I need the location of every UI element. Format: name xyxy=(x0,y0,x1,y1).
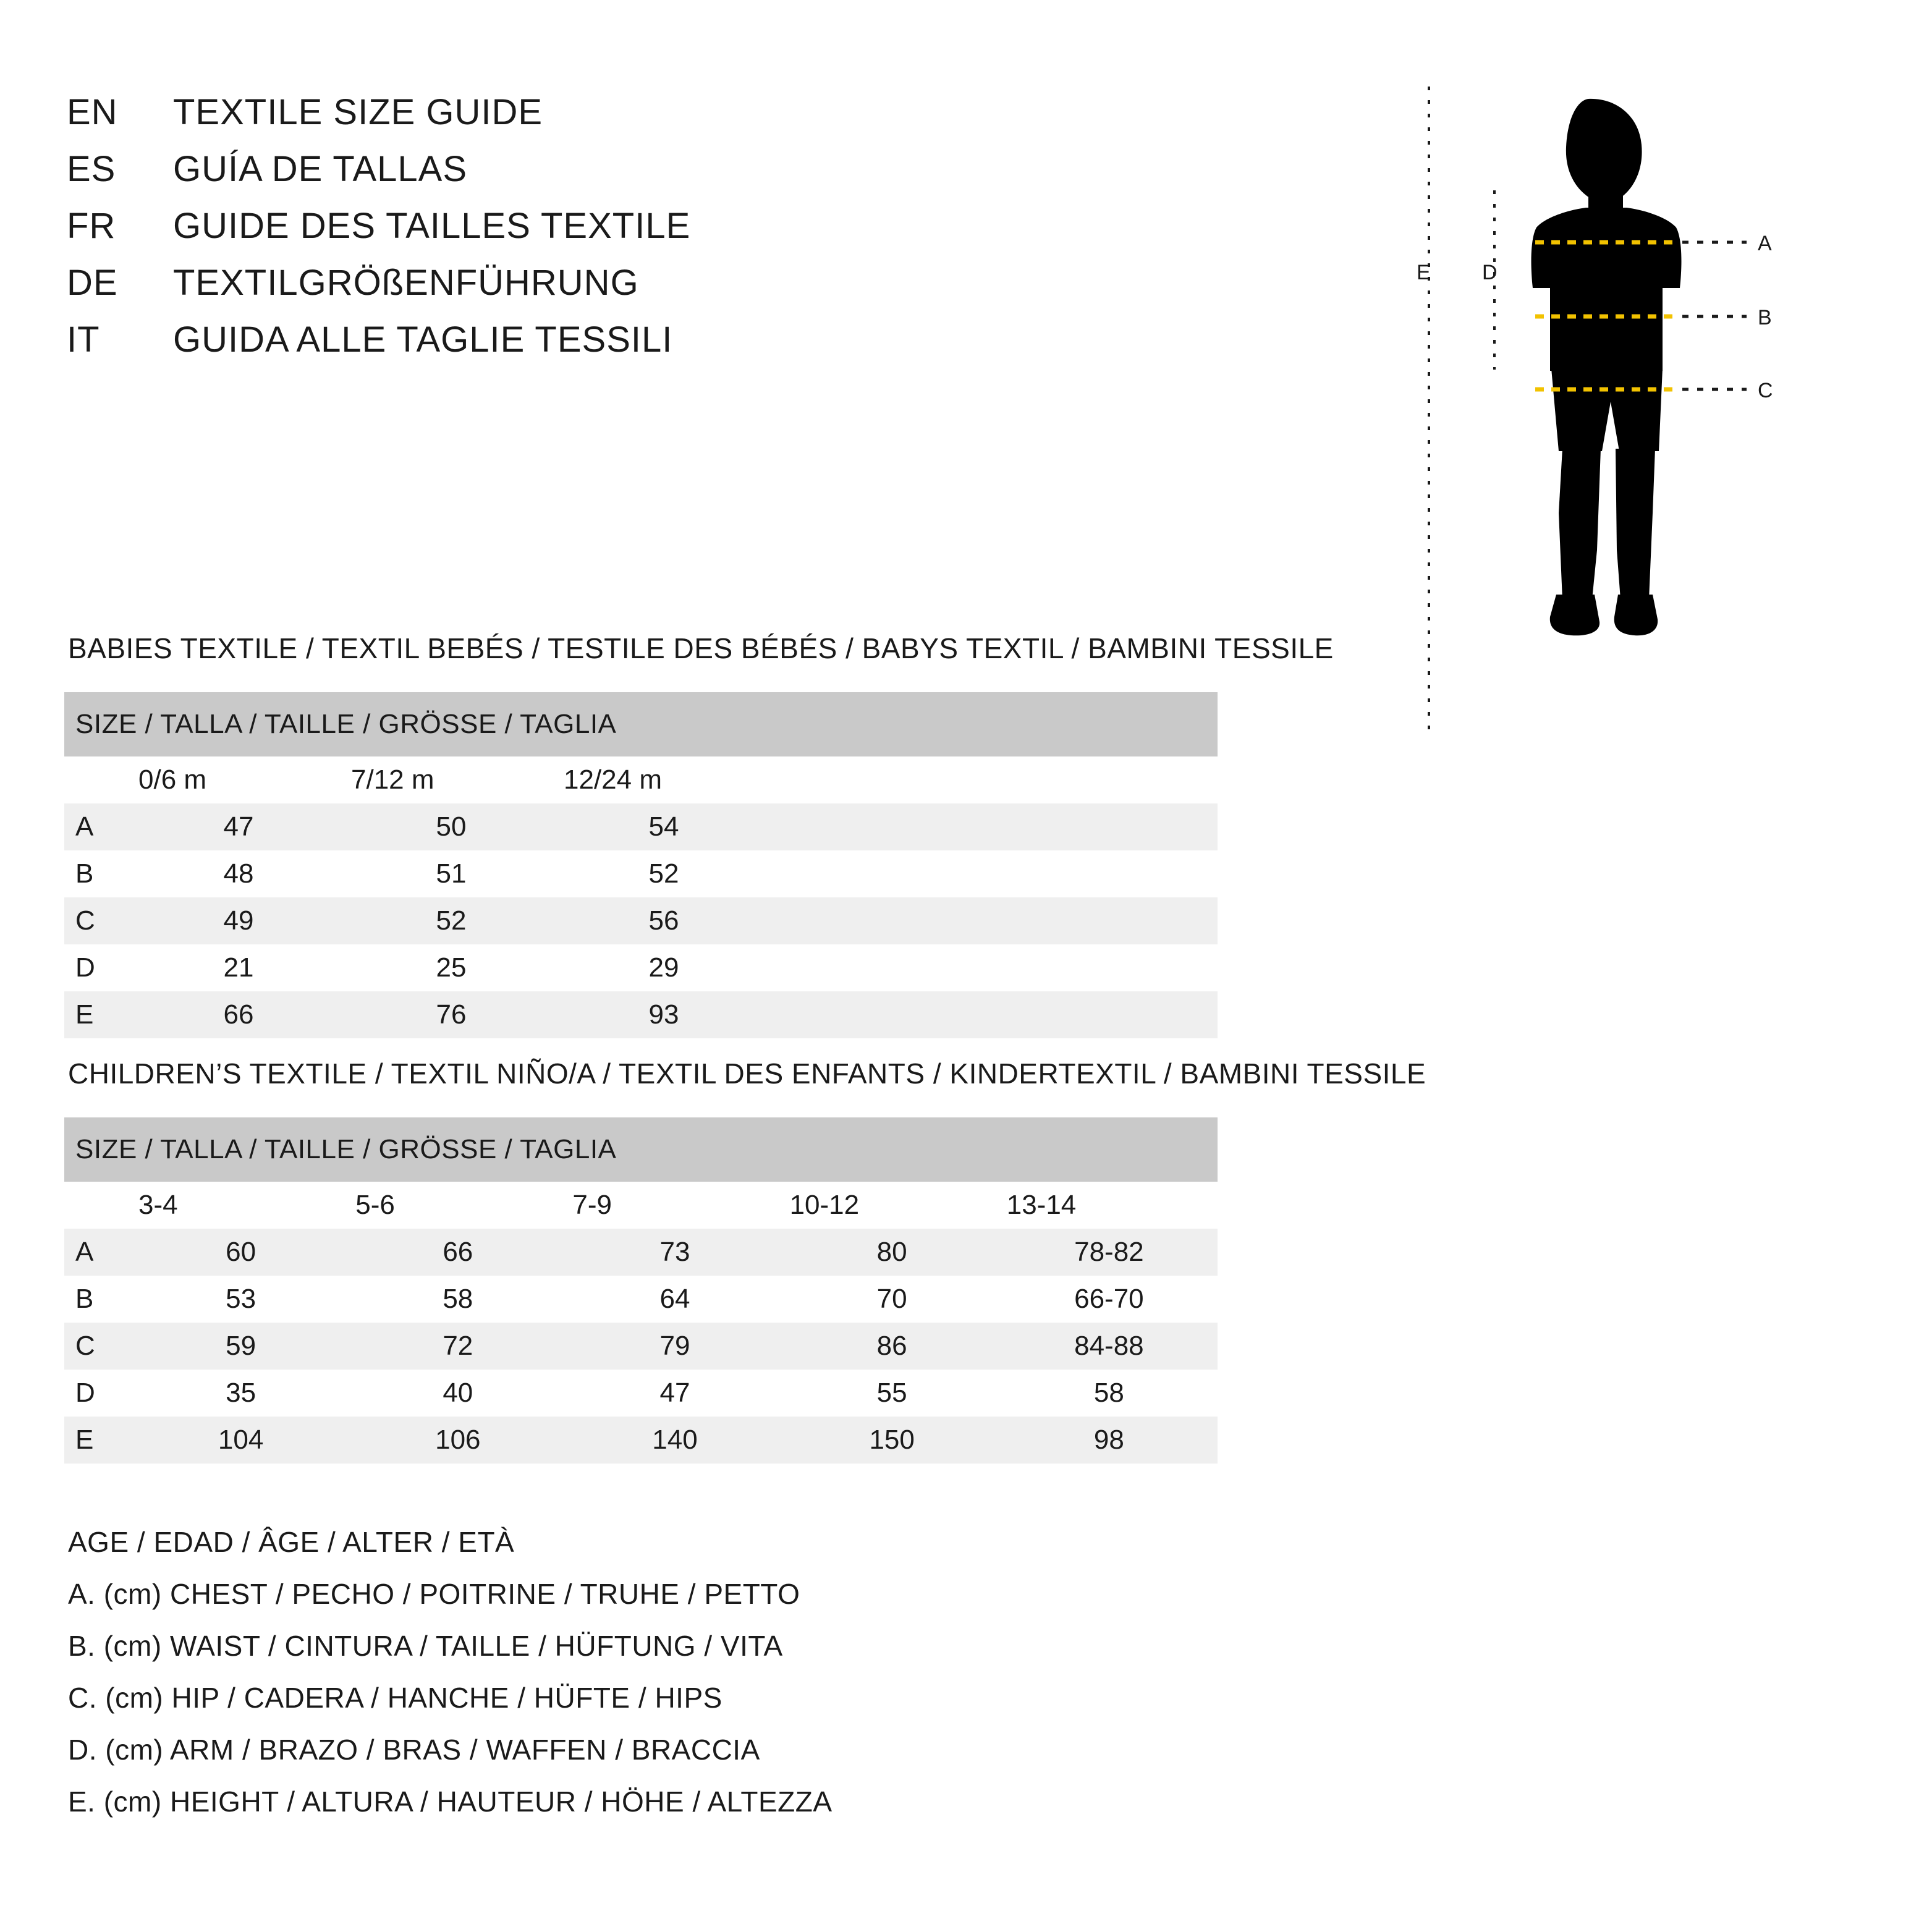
child-silhouette xyxy=(1532,99,1682,635)
corner-cell xyxy=(64,1182,132,1229)
legend-line-c: C. (cm) HIP / CADERA / HANCHE / HÜFTE / HIPS xyxy=(68,1682,722,1714)
babies-size-table xyxy=(64,692,1218,1038)
cell-value: 55 xyxy=(784,1370,1001,1417)
language-code: DE xyxy=(67,263,118,303)
table-row xyxy=(64,1417,1218,1464)
cell-value: 52 xyxy=(345,897,557,944)
language-title: GUÍA DE TALLAS xyxy=(173,149,468,189)
cell-value: 66-70 xyxy=(1001,1276,1218,1323)
empty-cell xyxy=(770,803,1218,850)
empty-cell xyxy=(770,756,1218,803)
cell-value: 52 xyxy=(557,850,770,897)
table-row xyxy=(64,944,1218,991)
language-title: GUIDA ALLE TAGLIE TESSILI xyxy=(173,320,673,360)
column-header: 0/6 m xyxy=(132,756,345,803)
cell-value: 49 xyxy=(132,897,345,944)
cell-value: 47 xyxy=(566,1370,783,1417)
column-header: 7-9 xyxy=(566,1182,783,1229)
row-label: E xyxy=(64,991,132,1038)
language-title: TEXTILGRÖßENFÜHRUNG xyxy=(173,263,639,303)
language-row-it xyxy=(67,319,690,376)
language-row-es xyxy=(67,148,690,205)
babies-section-title: BABIES TEXTILE / TEXTIL BEBÉS / TESTILE DES BÉBÉS / BABYS TEXTIL / BAMBINI TESSILE xyxy=(68,632,1334,664)
row-label: B xyxy=(64,1276,132,1323)
cell-value: 150 xyxy=(784,1417,1001,1464)
column-header: 5-6 xyxy=(349,1182,566,1229)
legend-line-e: E. (cm) HEIGHT / ALTURA / HAUTEUR / HÖHE / ALTEZZA xyxy=(68,1786,833,1818)
table-header-row xyxy=(64,1117,1218,1182)
table-column-row xyxy=(64,756,1218,803)
table-row xyxy=(64,897,1218,944)
column-header: 12/24 m xyxy=(557,756,770,803)
figure-label-c: C xyxy=(1758,379,1773,402)
row-label: C xyxy=(64,1323,132,1370)
cell-value: 104 xyxy=(132,1417,349,1464)
empty-cell xyxy=(770,991,1218,1038)
empty-cell xyxy=(770,897,1218,944)
measurement-legend xyxy=(68,1525,833,1837)
measurement-figure xyxy=(1403,80,1873,760)
cell-value: 76 xyxy=(345,991,557,1038)
language-code: IT xyxy=(67,320,100,360)
cell-value: 60 xyxy=(132,1229,349,1276)
table-row xyxy=(64,1323,1218,1370)
cell-value: 21 xyxy=(132,944,345,991)
cell-value: 66 xyxy=(349,1229,566,1276)
cell-value: 106 xyxy=(349,1417,566,1464)
legend-line-age: AGE / EDAD / ÂGE / ALTER / ETÀ xyxy=(68,1526,515,1558)
table-column-row xyxy=(64,1182,1218,1229)
language-code: EN xyxy=(67,92,118,132)
cell-value: 80 xyxy=(784,1229,1001,1276)
babies-table-header: SIZE / TALLA / TAILLE / GRÖSSE / TAGLIA xyxy=(64,692,1218,756)
cell-value: 66 xyxy=(132,991,345,1038)
cell-value: 79 xyxy=(566,1323,783,1370)
row-label: C xyxy=(64,897,132,944)
cell-value: 73 xyxy=(566,1229,783,1276)
cell-value: 78-82 xyxy=(1001,1229,1218,1276)
cell-value: 140 xyxy=(566,1417,783,1464)
language-code: ES xyxy=(67,149,116,189)
cell-value: 35 xyxy=(132,1370,349,1417)
cell-value: 86 xyxy=(784,1323,1001,1370)
table-row xyxy=(64,850,1218,897)
cell-value: 72 xyxy=(349,1323,566,1370)
children-table-header: SIZE / TALLA / TAILLE / GRÖSSE / TAGLIA xyxy=(64,1117,1218,1182)
table-row xyxy=(64,1276,1218,1323)
cell-value: 64 xyxy=(566,1276,783,1323)
cell-value: 48 xyxy=(132,850,345,897)
cell-value: 25 xyxy=(345,944,557,991)
children-section-title: CHILDREN’S TEXTILE / TEXTIL NIÑO/A / TEXTIL DES ENFANTS / KINDERTEXTIL / BAMBINI TESSILE xyxy=(68,1057,1426,1090)
empty-cell xyxy=(770,850,1218,897)
row-label: A xyxy=(64,1229,132,1276)
column-header: 3-4 xyxy=(132,1182,349,1229)
row-label: D xyxy=(64,944,132,991)
table-row xyxy=(64,803,1218,850)
cell-value: 56 xyxy=(557,897,770,944)
figure-label-d: D xyxy=(1482,261,1498,284)
figure-label-a: A xyxy=(1758,232,1772,255)
cell-value: 58 xyxy=(349,1276,566,1323)
language-row-fr xyxy=(67,205,690,262)
table-row xyxy=(64,991,1218,1038)
table-row xyxy=(64,1229,1218,1276)
language-row-de xyxy=(67,262,690,319)
cell-value: 51 xyxy=(345,850,557,897)
empty-cell xyxy=(770,944,1218,991)
cell-value: 50 xyxy=(345,803,557,850)
legend-line-b: B. (cm) WAIST / CINTURA / TAILLE / HÜFTUNG / VITA xyxy=(68,1630,783,1662)
row-label: A xyxy=(64,803,132,850)
column-header: 7/12 m xyxy=(345,756,557,803)
column-header: 10-12 xyxy=(784,1182,1001,1229)
figure-label-b: B xyxy=(1758,306,1772,329)
column-header: 13-14 xyxy=(1001,1182,1218,1229)
cell-value: 40 xyxy=(349,1370,566,1417)
cell-value: 54 xyxy=(557,803,770,850)
figure-label-e: E xyxy=(1417,261,1431,284)
row-label: B xyxy=(64,850,132,897)
row-label: D xyxy=(64,1370,132,1417)
cell-value: 58 xyxy=(1001,1370,1218,1417)
row-label: E xyxy=(64,1417,132,1464)
table-row xyxy=(64,1370,1218,1417)
language-code: FR xyxy=(67,206,116,246)
cell-value: 93 xyxy=(557,991,770,1038)
cell-value: 29 xyxy=(557,944,770,991)
language-title: TEXTILE SIZE GUIDE xyxy=(173,92,543,132)
language-title-list xyxy=(67,91,690,376)
corner-cell xyxy=(64,756,132,803)
language-title: GUIDE DES TAILLES TEXTILE xyxy=(173,206,691,246)
legend-line-d: D. (cm) ARM / BRAZO / BRAS / WAFFEN / BRACCIA xyxy=(68,1734,760,1766)
cell-value: 59 xyxy=(132,1323,349,1370)
cell-value: 70 xyxy=(784,1276,1001,1323)
children-size-table xyxy=(64,1117,1218,1464)
language-row-en xyxy=(67,91,690,148)
legend-line-a: A. (cm) CHEST / PECHO / POITRINE / TRUHE / PETTO xyxy=(68,1578,800,1610)
cell-value: 84-88 xyxy=(1001,1323,1218,1370)
cell-value: 53 xyxy=(132,1276,349,1323)
cell-value: 47 xyxy=(132,803,345,850)
cell-value: 98 xyxy=(1001,1417,1218,1464)
table-header-row xyxy=(64,692,1218,756)
